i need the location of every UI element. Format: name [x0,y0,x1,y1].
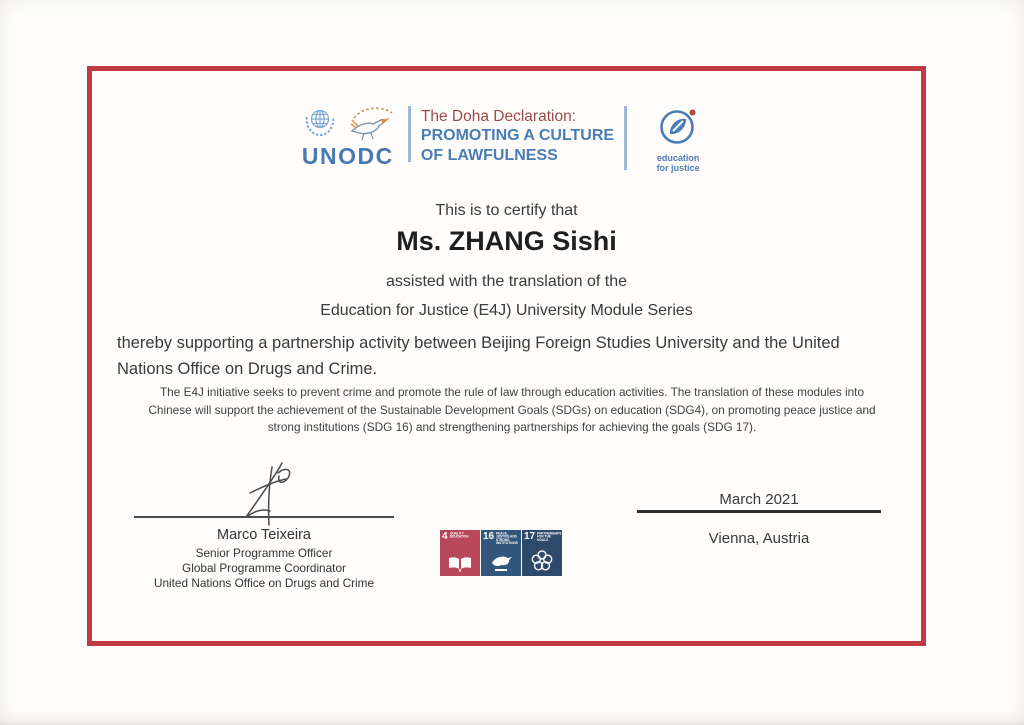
doha-dove-icon [344,104,398,144]
signatory-title-1: Senior Programme Officer [195,546,333,560]
date-value: March 2021 [719,491,799,508]
recipient-name: Ms. ZHANG Sishi [396,226,617,256]
signatory-block [104,527,424,591]
series-line: Education for Justice (E4J) University Module Series [320,302,693,319]
e4j-wordmark [645,154,711,174]
sdg4-number: 4 [442,531,448,542]
unodc-logo [302,104,398,168]
sdg17-label: PARTNERSHIPS FOR THE GOALS [537,532,562,542]
certify-line: This is to certify that [435,202,578,219]
un-emblem-icon [302,104,338,142]
signatory-title-3: United Nations Office on Drugs and Crime [153,576,375,591]
unodc-wordmark: UNODC [301,143,394,169]
sdg16-number: 16 [483,531,495,542]
doha-declaration-wordmark [421,104,614,166]
e4j-wordmark-line2: for justice [656,162,700,173]
location-value: Vienna, Austria [708,530,810,547]
sdg16-label: PEACE, JUSTICE AND STRONG INSTITUTIONS [496,532,519,546]
doha-title-line: The Doha Declaration: [420,108,576,125]
doha-subtitle-line1: PROMOTING A CULTURE [420,127,615,144]
logo-divider [408,106,411,162]
sdg4-label: QUALITY EDUCATION [449,532,469,539]
assisted-line: assisted with the translation of the [385,273,628,290]
logo-divider [624,106,627,170]
signatory-title-2: Global Programme Coordinator [182,561,346,576]
e4j-compass-icon [656,104,700,148]
signature-line [134,516,394,518]
sdg-wheel-icon [530,549,554,573]
signatory-name: Marco Teixeira [216,527,312,543]
sdg4-tile [440,530,480,576]
unodc-logo-icons [302,104,398,144]
fine-print-paragraph: The E4J initiative seeks to prevent crime and promote the rule of law through education activities. The translation of these modules into Chinese will support the achievement of the Sustainable Development Goals (SDGs) on education (SDG4), on promoting peace justice and strong institutions (SDG 16) and strengthening partnerships for achieving the goals (SDG 17). [148,385,876,435]
header-logo-row [87,104,926,174]
date-line [637,510,881,513]
sdg4-header [440,530,480,547]
sdg-strip [440,530,562,576]
e4j-wordmark-line1: education [656,153,700,163]
partnership-paragraph: thereby supporting a partnership activity between Beijing Foreign Studies University and the United Nations Office on Drugs and Crime. [117,334,840,378]
sdg16-tile [481,530,521,576]
sdg17-number: 17 [524,531,536,542]
open-book-icon [447,555,473,573]
dove-gavel-icon [488,553,514,573]
sdg17-tile [522,530,562,576]
education-for-justice-logo [645,104,711,174]
doha-subtitle-line2: OF LAWFULNESS [420,147,558,164]
